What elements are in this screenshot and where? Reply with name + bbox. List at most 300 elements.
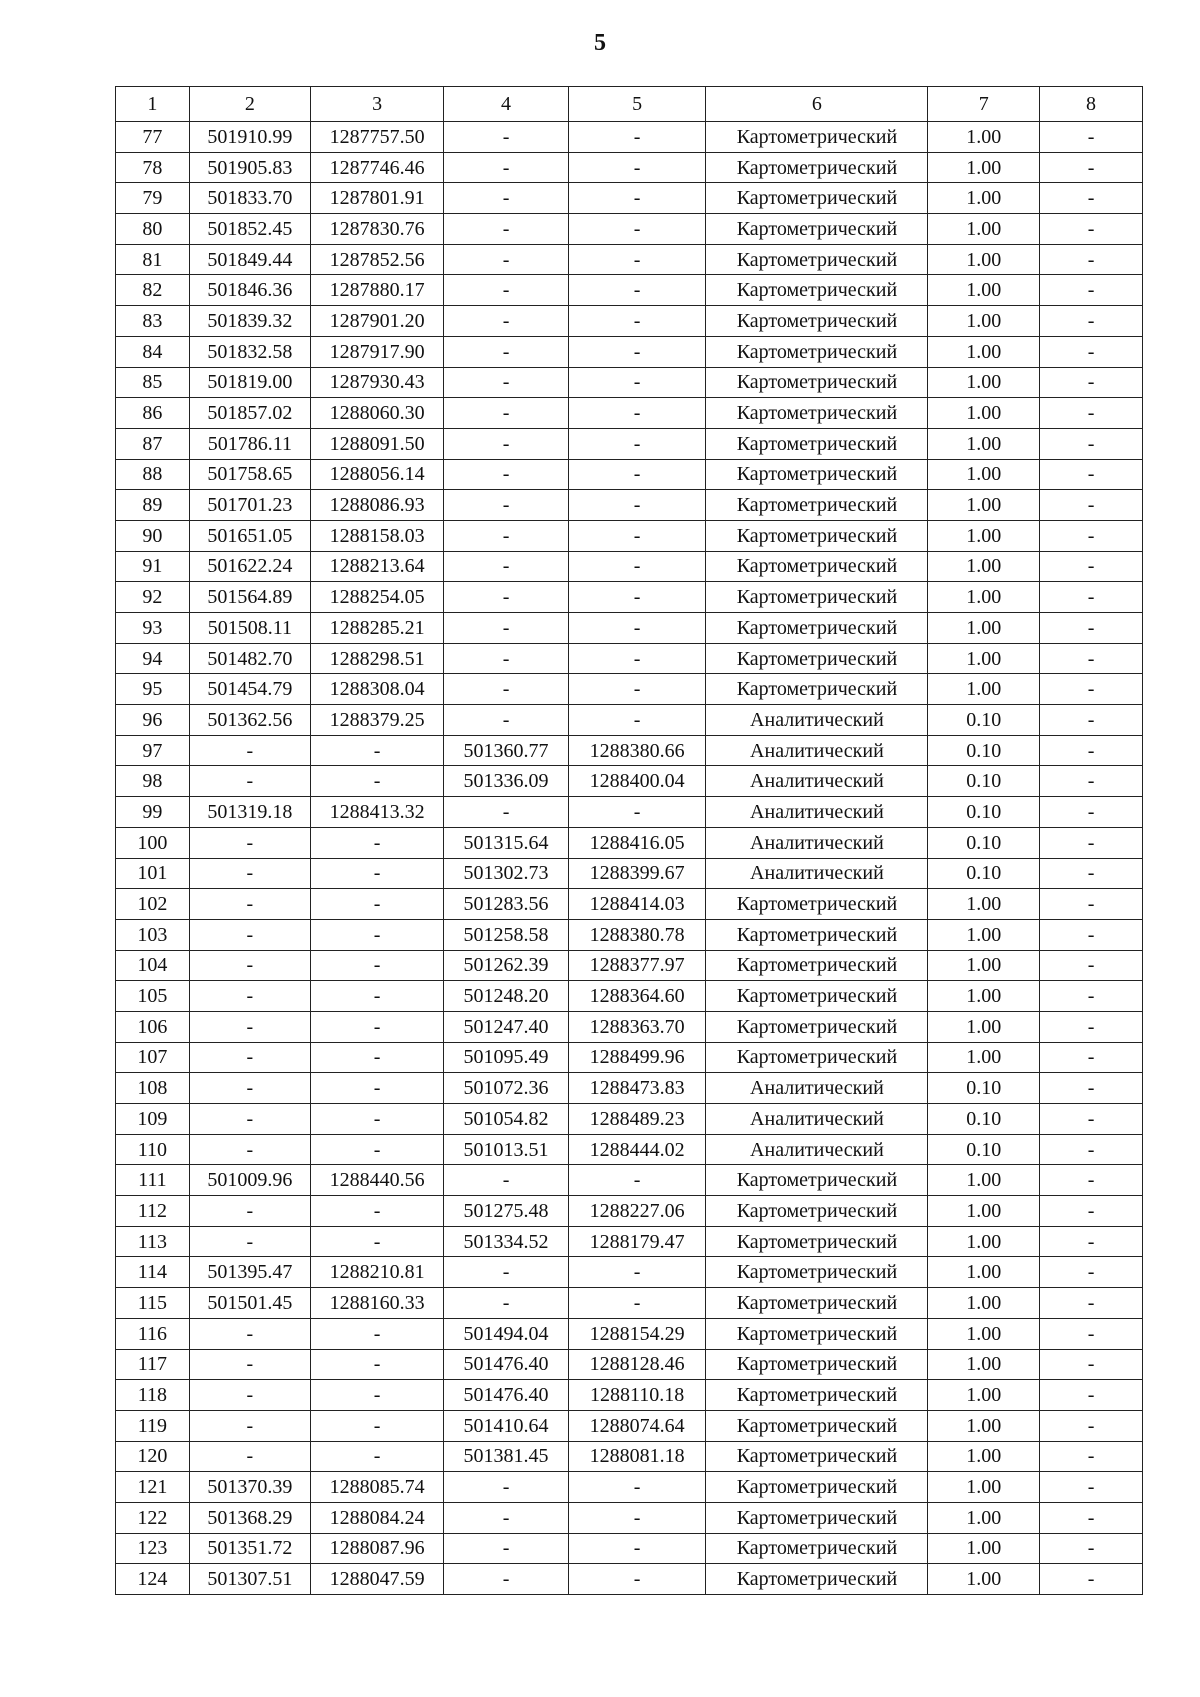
method-cell: Картометрический bbox=[706, 1533, 928, 1564]
table-row bbox=[116, 1410, 1143, 1441]
coord-x2-cell: - bbox=[444, 398, 569, 429]
accuracy-cell: 1.00 bbox=[928, 551, 1040, 582]
coord-y2-cell: - bbox=[568, 336, 706, 367]
coord-y2-cell: 1288499.96 bbox=[568, 1042, 706, 1073]
table-row bbox=[116, 1441, 1143, 1472]
coord-y-cell: 1288091.50 bbox=[310, 428, 443, 459]
table-row bbox=[116, 152, 1143, 183]
coord-y2-cell: 1288399.67 bbox=[568, 858, 706, 889]
coord-x-cell: 501758.65 bbox=[189, 459, 310, 490]
coord-y2-cell: - bbox=[568, 214, 706, 245]
coord-y-cell: 1288085.74 bbox=[310, 1472, 443, 1503]
accuracy-cell: 1.00 bbox=[928, 1042, 1040, 1073]
coord-x-cell: 501307.51 bbox=[189, 1564, 310, 1595]
point-number-cell: 117 bbox=[116, 1349, 190, 1380]
note-cell: - bbox=[1040, 1165, 1143, 1196]
table-row bbox=[116, 1196, 1143, 1227]
method-cell: Картометрический bbox=[706, 1502, 928, 1533]
coord-x-cell: 501454.79 bbox=[189, 674, 310, 705]
coord-x-cell: - bbox=[189, 1349, 310, 1380]
table-row bbox=[116, 1502, 1143, 1533]
note-cell: - bbox=[1040, 1011, 1143, 1042]
note-cell: - bbox=[1040, 367, 1143, 398]
coord-y2-cell: - bbox=[568, 490, 706, 521]
point-number-cell: 107 bbox=[116, 1042, 190, 1073]
method-cell: Картометрический bbox=[706, 1165, 928, 1196]
note-cell: - bbox=[1040, 1257, 1143, 1288]
coord-y2-cell: 1288363.70 bbox=[568, 1011, 706, 1042]
coord-x-cell: 501319.18 bbox=[189, 797, 310, 828]
coord-y-cell: 1288158.03 bbox=[310, 520, 443, 551]
point-number-cell: 82 bbox=[116, 275, 190, 306]
coord-y-cell: - bbox=[310, 766, 443, 797]
table-row bbox=[116, 244, 1143, 275]
accuracy-cell: 1.00 bbox=[928, 950, 1040, 981]
coord-y-cell: 1287880.17 bbox=[310, 275, 443, 306]
note-cell: - bbox=[1040, 1318, 1143, 1349]
point-number-cell: 79 bbox=[116, 183, 190, 214]
coord-x2-cell: - bbox=[444, 613, 569, 644]
method-cell: Картометрический bbox=[706, 306, 928, 337]
method-cell: Картометрический bbox=[706, 643, 928, 674]
note-cell: - bbox=[1040, 797, 1143, 828]
point-number-cell: 114 bbox=[116, 1257, 190, 1288]
coord-y2-cell: 1288444.02 bbox=[568, 1134, 706, 1165]
table-row bbox=[116, 122, 1143, 153]
method-cell: Картометрический bbox=[706, 520, 928, 551]
coord-x-cell: 501833.70 bbox=[189, 183, 310, 214]
coord-x-cell: - bbox=[189, 1134, 310, 1165]
table-row bbox=[116, 827, 1143, 858]
coord-x-cell: 501362.56 bbox=[189, 705, 310, 736]
note-cell: - bbox=[1040, 705, 1143, 736]
coord-y-cell: - bbox=[310, 981, 443, 1012]
coord-x2-cell: 501262.39 bbox=[444, 950, 569, 981]
coord-y-cell: - bbox=[310, 1441, 443, 1472]
note-cell: - bbox=[1040, 1472, 1143, 1503]
point-number-cell: 113 bbox=[116, 1226, 190, 1257]
table-row bbox=[116, 306, 1143, 337]
coord-y2-cell: - bbox=[568, 398, 706, 429]
method-cell: Картометрический bbox=[706, 919, 928, 950]
coord-x2-cell: - bbox=[444, 459, 569, 490]
table-row bbox=[116, 705, 1143, 736]
note-cell: - bbox=[1040, 1196, 1143, 1227]
method-cell: Картометрический bbox=[706, 1288, 928, 1319]
point-number-cell: 89 bbox=[116, 490, 190, 521]
accuracy-cell: 0.10 bbox=[928, 797, 1040, 828]
accuracy-cell: 1.00 bbox=[928, 1226, 1040, 1257]
method-cell: Картометрический bbox=[706, 244, 928, 275]
header-cell: 1 bbox=[116, 87, 190, 122]
point-number-cell: 102 bbox=[116, 889, 190, 920]
point-number-cell: 121 bbox=[116, 1472, 190, 1503]
coord-x-cell: - bbox=[189, 1011, 310, 1042]
note-cell: - bbox=[1040, 214, 1143, 245]
note-cell: - bbox=[1040, 582, 1143, 613]
coord-y2-cell: - bbox=[568, 797, 706, 828]
coord-x2-cell: 501381.45 bbox=[444, 1441, 569, 1472]
coord-y-cell: - bbox=[310, 1073, 443, 1104]
coord-y2-cell: - bbox=[568, 1472, 706, 1503]
accuracy-cell: 1.00 bbox=[928, 459, 1040, 490]
accuracy-cell: 0.10 bbox=[928, 705, 1040, 736]
note-cell: - bbox=[1040, 735, 1143, 766]
point-number-cell: 115 bbox=[116, 1288, 190, 1319]
method-cell: Картометрический bbox=[706, 122, 928, 153]
table-row bbox=[116, 183, 1143, 214]
note-cell: - bbox=[1040, 1073, 1143, 1104]
point-number-cell: 100 bbox=[116, 827, 190, 858]
note-cell: - bbox=[1040, 122, 1143, 153]
coord-x-cell: 501786.11 bbox=[189, 428, 310, 459]
coord-y2-cell: - bbox=[568, 428, 706, 459]
note-cell: - bbox=[1040, 919, 1143, 950]
coord-y-cell: 1287901.20 bbox=[310, 306, 443, 337]
note-cell: - bbox=[1040, 1134, 1143, 1165]
coord-y2-cell: - bbox=[568, 674, 706, 705]
coord-x-cell: 501905.83 bbox=[189, 152, 310, 183]
coord-x-cell: 501395.47 bbox=[189, 1257, 310, 1288]
note-cell: - bbox=[1040, 183, 1143, 214]
point-number-cell: 99 bbox=[116, 797, 190, 828]
point-number-cell: 124 bbox=[116, 1564, 190, 1595]
coord-y-cell: 1287801.91 bbox=[310, 183, 443, 214]
coord-y-cell: 1288056.14 bbox=[310, 459, 443, 490]
accuracy-cell: 1.00 bbox=[928, 1502, 1040, 1533]
table-row bbox=[116, 919, 1143, 950]
header-cell: 3 bbox=[310, 87, 443, 122]
header-cell: 5 bbox=[568, 87, 706, 122]
coord-y2-cell: 1288081.18 bbox=[568, 1441, 706, 1472]
coord-x-cell: 501857.02 bbox=[189, 398, 310, 429]
method-cell: Картометрический bbox=[706, 551, 928, 582]
coord-x-cell: - bbox=[189, 1441, 310, 1472]
point-number-cell: 85 bbox=[116, 367, 190, 398]
coord-x-cell: - bbox=[189, 950, 310, 981]
note-cell: - bbox=[1040, 1288, 1143, 1319]
note-cell: - bbox=[1040, 1104, 1143, 1135]
table-row bbox=[116, 398, 1143, 429]
note-cell: - bbox=[1040, 152, 1143, 183]
coord-x-cell: - bbox=[189, 1042, 310, 1073]
header-cell: 4 bbox=[444, 87, 569, 122]
coord-x-cell: - bbox=[189, 1104, 310, 1135]
point-number-cell: 84 bbox=[116, 336, 190, 367]
coord-x-cell: 501701.23 bbox=[189, 490, 310, 521]
coord-y-cell: - bbox=[310, 1011, 443, 1042]
note-cell: - bbox=[1040, 889, 1143, 920]
point-number-cell: 93 bbox=[116, 613, 190, 644]
coord-y2-cell: 1288154.29 bbox=[568, 1318, 706, 1349]
coord-y2-cell: - bbox=[568, 582, 706, 613]
coord-x2-cell: - bbox=[444, 122, 569, 153]
accuracy-cell: 0.10 bbox=[928, 766, 1040, 797]
method-cell: Картометрический bbox=[706, 459, 928, 490]
accuracy-cell: 1.00 bbox=[928, 981, 1040, 1012]
table-row bbox=[116, 766, 1143, 797]
coord-y-cell: - bbox=[310, 919, 443, 950]
coord-x2-cell: - bbox=[444, 643, 569, 674]
coord-y-cell: 1287830.76 bbox=[310, 214, 443, 245]
accuracy-cell: 1.00 bbox=[928, 1165, 1040, 1196]
coord-y-cell: 1288308.04 bbox=[310, 674, 443, 705]
coord-y2-cell: - bbox=[568, 367, 706, 398]
method-cell: Картометрический bbox=[706, 1380, 928, 1411]
table-row bbox=[116, 797, 1143, 828]
coord-x2-cell: - bbox=[444, 367, 569, 398]
note-cell: - bbox=[1040, 1533, 1143, 1564]
coord-x2-cell: - bbox=[444, 1472, 569, 1503]
accuracy-cell: 1.00 bbox=[928, 306, 1040, 337]
coord-y-cell: 1288213.64 bbox=[310, 551, 443, 582]
table-body bbox=[116, 122, 1143, 1595]
method-cell: Картометрический bbox=[706, 428, 928, 459]
method-cell: Картометрический bbox=[706, 275, 928, 306]
point-number-cell: 83 bbox=[116, 306, 190, 337]
coord-x-cell: 501368.29 bbox=[189, 1502, 310, 1533]
coord-y2-cell: - bbox=[568, 275, 706, 306]
header-row bbox=[116, 87, 1143, 122]
coord-x-cell: - bbox=[189, 858, 310, 889]
point-number-cell: 111 bbox=[116, 1165, 190, 1196]
coord-y2-cell: - bbox=[568, 459, 706, 490]
note-cell: - bbox=[1040, 1502, 1143, 1533]
method-cell: Картометрический bbox=[706, 336, 928, 367]
coord-x-cell: - bbox=[189, 827, 310, 858]
coord-y-cell: 1288087.96 bbox=[310, 1533, 443, 1564]
method-cell: Картометрический bbox=[706, 1472, 928, 1503]
coord-y2-cell: 1288380.66 bbox=[568, 735, 706, 766]
page-number: 5 bbox=[594, 30, 606, 56]
coord-x2-cell: 501095.49 bbox=[444, 1042, 569, 1073]
point-number-cell: 95 bbox=[116, 674, 190, 705]
method-cell: Картометрический bbox=[706, 214, 928, 245]
method-cell: Аналитический bbox=[706, 1134, 928, 1165]
coord-y2-cell: 1288110.18 bbox=[568, 1380, 706, 1411]
table-row bbox=[116, 367, 1143, 398]
table-row bbox=[116, 1011, 1143, 1042]
header-cell: 6 bbox=[706, 87, 928, 122]
note-cell: - bbox=[1040, 306, 1143, 337]
point-number-cell: 92 bbox=[116, 582, 190, 613]
coord-x2-cell: - bbox=[444, 336, 569, 367]
table-row bbox=[116, 1472, 1143, 1503]
point-number-cell: 80 bbox=[116, 214, 190, 245]
table-row bbox=[116, 1226, 1143, 1257]
table-row bbox=[116, 1564, 1143, 1595]
coord-x-cell: 501832.58 bbox=[189, 336, 310, 367]
coord-y-cell: - bbox=[310, 827, 443, 858]
point-number-cell: 108 bbox=[116, 1073, 190, 1104]
coord-x-cell: 501622.24 bbox=[189, 551, 310, 582]
table-row bbox=[116, 1257, 1143, 1288]
coord-x-cell: - bbox=[189, 1196, 310, 1227]
point-number-cell: 122 bbox=[116, 1502, 190, 1533]
note-cell: - bbox=[1040, 1564, 1143, 1595]
method-cell: Картометрический bbox=[706, 1564, 928, 1595]
coord-y2-cell: 1288364.60 bbox=[568, 981, 706, 1012]
coord-y-cell: 1288210.81 bbox=[310, 1257, 443, 1288]
note-cell: - bbox=[1040, 1441, 1143, 1472]
coord-x2-cell: 501248.20 bbox=[444, 981, 569, 1012]
coord-y-cell: - bbox=[310, 1134, 443, 1165]
accuracy-cell: 1.00 bbox=[928, 1564, 1040, 1595]
accuracy-cell: 1.00 bbox=[928, 1257, 1040, 1288]
point-number-cell: 110 bbox=[116, 1134, 190, 1165]
method-cell: Картометрический bbox=[706, 1011, 928, 1042]
point-number-cell: 103 bbox=[116, 919, 190, 950]
coord-x-cell: 501351.72 bbox=[189, 1533, 310, 1564]
table-row bbox=[116, 643, 1143, 674]
coord-y2-cell: 1288489.23 bbox=[568, 1104, 706, 1135]
header-cell: 7 bbox=[928, 87, 1040, 122]
table-row bbox=[116, 490, 1143, 521]
accuracy-cell: 0.10 bbox=[928, 858, 1040, 889]
coord-x2-cell: - bbox=[444, 1502, 569, 1533]
method-cell: Картометрический bbox=[706, 1349, 928, 1380]
method-cell: Аналитический bbox=[706, 858, 928, 889]
coord-y-cell: - bbox=[310, 1410, 443, 1441]
accuracy-cell: 1.00 bbox=[928, 275, 1040, 306]
method-cell: Аналитический bbox=[706, 705, 928, 736]
accuracy-cell: 0.10 bbox=[928, 1073, 1040, 1104]
table-row bbox=[116, 1533, 1143, 1564]
coord-x2-cell: - bbox=[444, 214, 569, 245]
point-number-cell: 98 bbox=[116, 766, 190, 797]
table-row bbox=[116, 1042, 1143, 1073]
accuracy-cell: 0.10 bbox=[928, 1134, 1040, 1165]
point-number-cell: 78 bbox=[116, 152, 190, 183]
accuracy-cell: 1.00 bbox=[928, 428, 1040, 459]
accuracy-cell: 1.00 bbox=[928, 1349, 1040, 1380]
method-cell: Картометрический bbox=[706, 490, 928, 521]
coord-y-cell: - bbox=[310, 1380, 443, 1411]
point-number-cell: 120 bbox=[116, 1441, 190, 1472]
accuracy-cell: 1.00 bbox=[928, 1410, 1040, 1441]
accuracy-cell: 1.00 bbox=[928, 152, 1040, 183]
note-cell: - bbox=[1040, 520, 1143, 551]
accuracy-cell: 0.10 bbox=[928, 1104, 1040, 1135]
coord-y-cell: 1288086.93 bbox=[310, 490, 443, 521]
coord-y2-cell: 1288414.03 bbox=[568, 889, 706, 920]
method-cell: Картометрический bbox=[706, 613, 928, 644]
coord-y2-cell: 1288416.05 bbox=[568, 827, 706, 858]
accuracy-cell: 1.00 bbox=[928, 1380, 1040, 1411]
table-row bbox=[116, 735, 1143, 766]
coord-x2-cell: - bbox=[444, 428, 569, 459]
coord-x2-cell: 501315.64 bbox=[444, 827, 569, 858]
coord-x2-cell: - bbox=[444, 551, 569, 582]
point-number-cell: 116 bbox=[116, 1318, 190, 1349]
coord-y2-cell: 1288400.04 bbox=[568, 766, 706, 797]
method-cell: Картометрический bbox=[706, 1441, 928, 1472]
coord-x-cell: 501482.70 bbox=[189, 643, 310, 674]
coord-y2-cell: - bbox=[568, 152, 706, 183]
coord-x-cell: 501508.11 bbox=[189, 613, 310, 644]
method-cell: Картометрический bbox=[706, 1226, 928, 1257]
note-cell: - bbox=[1040, 1380, 1143, 1411]
coord-y-cell: - bbox=[310, 1042, 443, 1073]
accuracy-cell: 1.00 bbox=[928, 643, 1040, 674]
point-number-cell: 101 bbox=[116, 858, 190, 889]
coord-y-cell: - bbox=[310, 858, 443, 889]
note-cell: - bbox=[1040, 613, 1143, 644]
accuracy-cell: 1.00 bbox=[928, 889, 1040, 920]
coord-x-cell: - bbox=[189, 889, 310, 920]
table-row bbox=[116, 674, 1143, 705]
coord-x-cell: 501839.32 bbox=[189, 306, 310, 337]
note-cell: - bbox=[1040, 766, 1143, 797]
point-number-cell: 119 bbox=[116, 1410, 190, 1441]
note-cell: - bbox=[1040, 1042, 1143, 1073]
table-row bbox=[116, 981, 1143, 1012]
coord-x2-cell: - bbox=[444, 797, 569, 828]
note-cell: - bbox=[1040, 950, 1143, 981]
coord-y-cell: - bbox=[310, 1196, 443, 1227]
coord-y-cell: - bbox=[310, 1104, 443, 1135]
accuracy-cell: 1.00 bbox=[928, 1472, 1040, 1503]
coord-y2-cell: 1288473.83 bbox=[568, 1073, 706, 1104]
method-cell: Аналитический bbox=[706, 1104, 928, 1135]
note-cell: - bbox=[1040, 428, 1143, 459]
accuracy-cell: 1.00 bbox=[928, 919, 1040, 950]
coord-x-cell: 501849.44 bbox=[189, 244, 310, 275]
accuracy-cell: 1.00 bbox=[928, 674, 1040, 705]
method-cell: Картометрический bbox=[706, 367, 928, 398]
accuracy-cell: 1.00 bbox=[928, 122, 1040, 153]
coord-x2-cell: - bbox=[444, 520, 569, 551]
coord-y2-cell: - bbox=[568, 551, 706, 582]
coord-x-cell: - bbox=[189, 981, 310, 1012]
coord-x2-cell: 501336.09 bbox=[444, 766, 569, 797]
table-row bbox=[116, 428, 1143, 459]
coord-y-cell: 1288413.32 bbox=[310, 797, 443, 828]
point-number-cell: 123 bbox=[116, 1533, 190, 1564]
coord-y-cell: 1287852.56 bbox=[310, 244, 443, 275]
method-cell: Картометрический bbox=[706, 1410, 928, 1441]
coord-x2-cell: 501072.36 bbox=[444, 1073, 569, 1104]
method-cell: Аналитический bbox=[706, 1073, 928, 1104]
coord-y-cell: 1288285.21 bbox=[310, 613, 443, 644]
coord-y2-cell: 1288074.64 bbox=[568, 1410, 706, 1441]
table-row bbox=[116, 336, 1143, 367]
coord-x2-cell: - bbox=[444, 1564, 569, 1595]
coord-y2-cell: - bbox=[568, 306, 706, 337]
coord-x-cell: - bbox=[189, 735, 310, 766]
table-row bbox=[116, 275, 1143, 306]
accuracy-cell: 1.00 bbox=[928, 367, 1040, 398]
coord-y2-cell: - bbox=[568, 705, 706, 736]
coord-y2-cell: - bbox=[568, 244, 706, 275]
coord-y2-cell: - bbox=[568, 520, 706, 551]
coord-y2-cell: - bbox=[568, 122, 706, 153]
coord-y2-cell: 1288179.47 bbox=[568, 1226, 706, 1257]
coord-y2-cell: - bbox=[568, 183, 706, 214]
coord-y-cell: - bbox=[310, 889, 443, 920]
coord-y-cell: 1288060.30 bbox=[310, 398, 443, 429]
point-number-cell: 112 bbox=[116, 1196, 190, 1227]
table-row bbox=[116, 459, 1143, 490]
point-number-cell: 96 bbox=[116, 705, 190, 736]
table-row bbox=[116, 1104, 1143, 1135]
point-number-cell: 118 bbox=[116, 1380, 190, 1411]
method-cell: Картометрический bbox=[706, 1257, 928, 1288]
method-cell: Картометрический bbox=[706, 1318, 928, 1349]
method-cell: Аналитический bbox=[706, 766, 928, 797]
coord-x2-cell: - bbox=[444, 490, 569, 521]
coord-x-cell: - bbox=[189, 766, 310, 797]
